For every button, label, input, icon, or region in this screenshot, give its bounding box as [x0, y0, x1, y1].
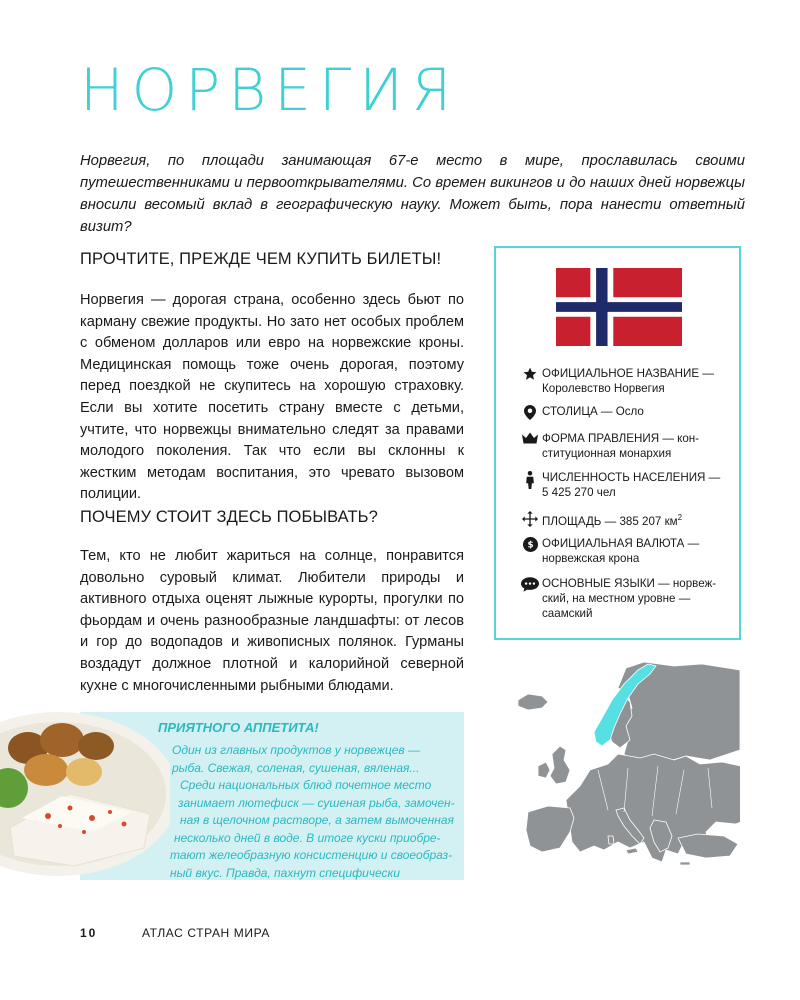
- section-text-why-visit: Тем, кто не любит жариться на солнце, понравится довольно суровый климат. Любители природы и активного отдыха оценят лыжные курорты, прогулки по фьордам и очень разнообразные ландшафты: от лесов и гор до водопадов и живописных полянок. Гурманы воздадут должное плотной и калорийной северной кухне с многочисленными рыбными блюдами.: [80, 548, 464, 694]
- person-icon: [518, 470, 542, 500]
- intro-paragraph: Норвегия, по площади занимающая 67-е место в мире, прославилась своими путешественниками и первооткрывателями. Со времен викингов и до наших дней норвежцы вносили весомый вклад в географическую науку. Может быть, пора нанести ответный визит?: [80, 153, 745, 235]
- location-pin-icon: [518, 404, 542, 420]
- country-info-box: [494, 246, 741, 640]
- section-heading-why-visit: ПОЧЕМУ СТОИТ ЗДЕСЬ ПОБЫВАТЬ?: [80, 508, 378, 526]
- info-row-government: ФОРМА ПРАВЛЕНИЯ — кон- ституционная монархия: [518, 431, 733, 461]
- star-icon: [518, 366, 542, 396]
- page-number: 10: [80, 926, 98, 940]
- info-row-area: [518, 510, 733, 529]
- info-row-currency: $ ОФИЦИАЛЬНАЯ ВАЛЮТА — норвежская крона: [518, 536, 733, 566]
- section-text-tickets: Норвегия — дорогая страна, особенно здесь бьют по карману свежие продукты. Но зато нет особых проблем с обменом долларов или евро на норвежские кроны. Медицинская помощь тоже очень дорогая, поэтому перед поездкой не скупитесь на хорошую страховку. Если вы хотите посетить страну вместе с детьми, учтите, что норвежцы внимательно следят за правами молодого поколения. Так что если вы склонны к жестким методам воспитания, это чревато вызовом полиции.: [80, 292, 464, 503]
- europe-map: [508, 660, 740, 878]
- info-row-capital: СТОЛИЦА — Осло: [518, 404, 733, 420]
- area-arrows-icon: [518, 510, 542, 529]
- food-plate-image: [0, 700, 170, 900]
- dollar-coin-icon: [518, 536, 542, 566]
- norway-flag: [556, 268, 682, 346]
- speech-bubble-icon: [518, 576, 542, 621]
- crown-icon: [518, 431, 542, 461]
- food-callout-title: ПРИЯТНОГО АППЕТИТА!: [158, 720, 319, 735]
- info-row-population: ЧИСЛЕННОСТЬ НАСЕЛЕНИЯ — 5 425 270 чел: [518, 470, 733, 500]
- book-title: АТЛАС СТРАН МИРА: [142, 926, 270, 940]
- info-row-languages: ОСНОВНЫЕ ЯЗЫКИ — норвеж- ский, на местном уровне — саамский: [518, 576, 733, 621]
- svg-text:$: $: [526, 540, 534, 551]
- area-label: ПЛОЩАДЬ — 385 207 $км^2$: [542, 513, 683, 528]
- page-title: НОРВЕГИЯ: [80, 56, 460, 124]
- section-heading-tickets: ПРОЧТИТЕ, ПРЕЖДЕ ЧЕМ КУПИТЬ БИЛЕТЫ!: [80, 250, 442, 268]
- food-callout-text: Один из главных продуктов у норвежцев — рыба. Свежая, соленая, сушеная, вяленая... Среди национальных блюд почетное место занимает лютефиск — сушеная рыба, замочен- ная в щелочном растворе, а затем вымоченная несколько дней в воде. В итоге куски приобре- тают желеобразную консистенцию и своеобраз- ный вкус. Правда, пахнут специфически: [170, 743, 455, 880]
- info-row-official-name: ОФИЦИАЛЬНОЕ НАЗВАНИЕ — Королевство Норвегия: [518, 366, 733, 396]
